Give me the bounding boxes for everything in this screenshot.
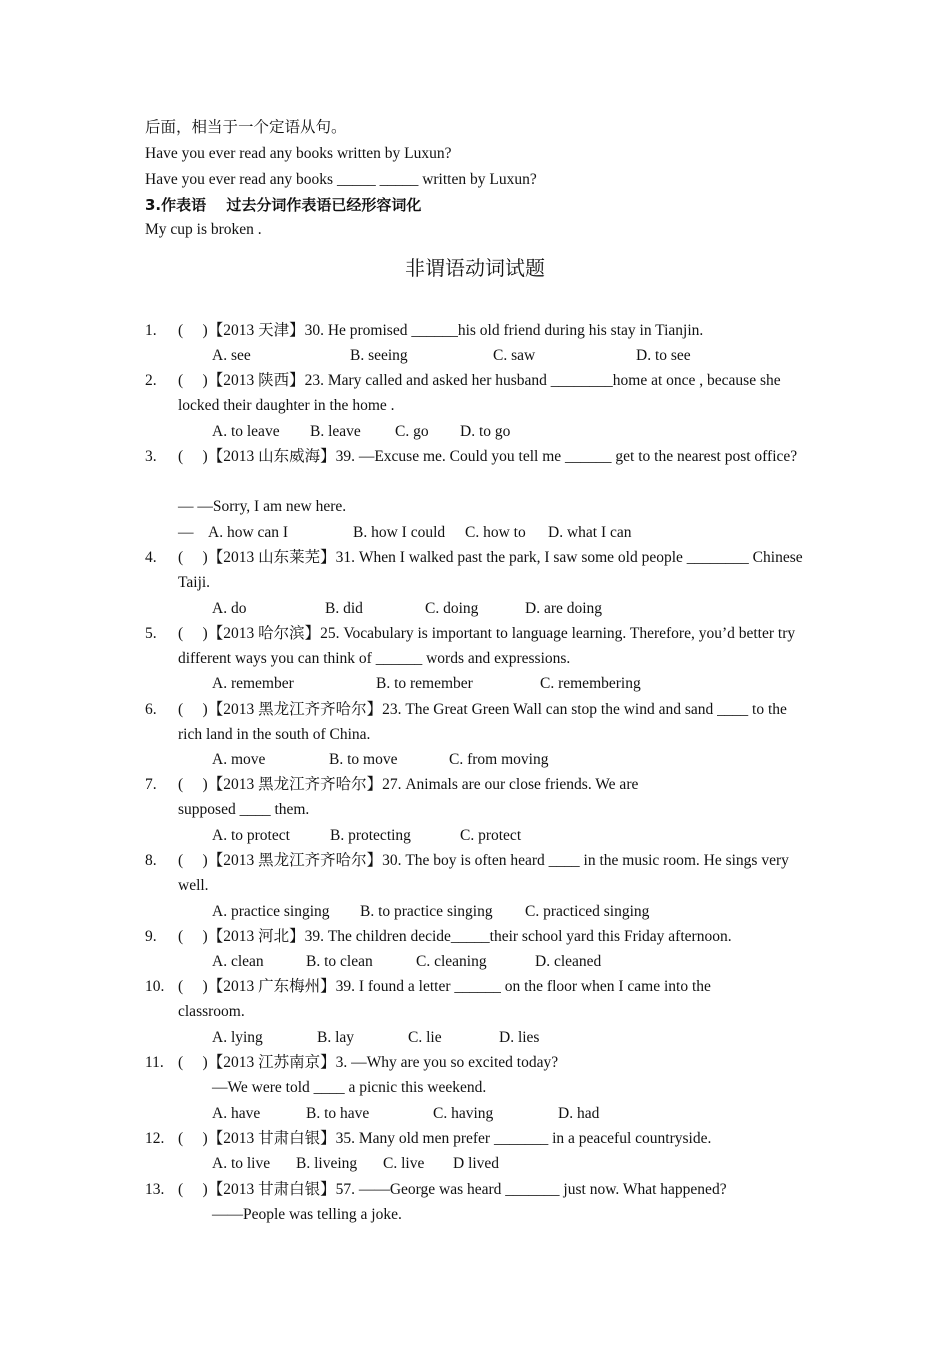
answer-line: — —Sorry, I am new here. (178, 498, 347, 515)
option-a: A. to leave (212, 423, 280, 440)
intro-line-2: Have you ever read any books written by Luxun? (145, 145, 452, 162)
option-c: C. live (383, 1155, 425, 1172)
question-number: 6. (145, 701, 157, 718)
option-a: A. to live (212, 1155, 271, 1172)
option-c: C. remembering (540, 675, 641, 692)
question-text: ( )【2013 江苏南京】3. —Why are you so excited today? (178, 1054, 559, 1071)
question-number: 13. (145, 1181, 165, 1198)
option-c: C. practiced singing (525, 903, 650, 920)
question-text: ( )【2013 广东梅州】39. I found a letter ______ on the floor when I came into the classroom. (178, 978, 711, 1021)
intro-line-4: My cup is broken . (145, 221, 262, 238)
question-number: 12. (145, 1130, 165, 1147)
question-text: ( )【2013 甘肃白银】35. Many old men prefer _______ in a peaceful countryside. (178, 1130, 712, 1147)
question-text: ( )【2013 河北】39. The children decide_____their school yard this Friday afternoon. (178, 928, 732, 945)
option-c: C. doing (425, 600, 479, 617)
option-c: C. having (433, 1105, 494, 1122)
option-b: B. protecting (330, 827, 411, 844)
intro-line-3: Have you ever read any books _____ _____ written by Luxun? (145, 171, 537, 188)
answer-line: —We were told ____ a picnic this weekend. (212, 1079, 487, 1096)
option-d: D. to see (636, 347, 691, 364)
option-b: B. to remember (376, 675, 473, 692)
option-b: B. liveing (296, 1155, 358, 1172)
option-d: D. lies (499, 1029, 540, 1046)
option-a: A. see (212, 347, 251, 364)
question-text: ( )【2013 黑龙江齐齐哈尔】23. The Great Green Wall can stop the wind and sand ____ to the rich land in the south of China. (178, 701, 787, 744)
option-a: A. remember (212, 675, 294, 692)
option-c: C. go (395, 423, 429, 440)
option-a: A. clean (212, 953, 264, 970)
question-number: 8. (145, 852, 157, 869)
option-b: B. how I could (353, 524, 446, 541)
question-text: ( )【2013 黑龙江齐齐哈尔】30. The boy is often heard ____ in the music room. He sings very well. (178, 852, 789, 895)
question-number: 2. (145, 372, 157, 389)
answer-line: ——People was telling a joke. (212, 1206, 402, 1223)
option-d: D. had (558, 1105, 600, 1122)
question-number: 1. (145, 322, 157, 339)
option-c: C. lie (408, 1029, 442, 1046)
question-text: ( )【2013 陕西】23. Mary called and asked her husband ________home at once , because she locked their daughter in the home . (178, 372, 781, 415)
question-text: ( )【2013 天津】30. He promised ______his old friend during his stay in Tianjin. (178, 322, 704, 339)
question-number: 9. (145, 928, 157, 945)
section-heading: 3.作表语 过去分词作表语已经形容词化 (145, 196, 422, 214)
option-b: B. leave (310, 423, 361, 440)
option-a: A. practice singing (212, 903, 330, 920)
question-number: 7. (145, 776, 157, 793)
option-d: D lived (453, 1155, 500, 1172)
question-text: ( )【2013 哈尔滨】25. Vocabulary is important to language learning. Therefore, you’d better try different ways you can think of ______ words and expressions. (178, 625, 796, 668)
option-c: C. protect (460, 827, 522, 844)
option-b: B. seeing (350, 347, 408, 364)
option-a: A. have (212, 1105, 261, 1122)
page-title: 非谓语动词试题 (405, 256, 545, 280)
option-c: C. cleaning (416, 953, 487, 970)
option-a: A. how can I (208, 524, 289, 541)
option-b: B. to move (329, 751, 398, 768)
option-d: D. are doing (525, 600, 603, 617)
question-number: 11. (145, 1054, 164, 1071)
option-b: B. to clean (306, 953, 373, 970)
option-a: A. move (212, 751, 266, 768)
question-number: 3. (145, 448, 157, 465)
question-number: 5. (145, 625, 157, 642)
question-number: 4. (145, 549, 157, 566)
option-c: C. from moving (449, 751, 549, 768)
question-text: ( )【2013 甘肃白银】57. ——George was heard _______ just now. What happened? (178, 1181, 727, 1198)
option-a: A. do (212, 600, 247, 617)
option-c: C. how to (465, 524, 526, 541)
option-b: B. to have (306, 1105, 370, 1122)
option-c: C. saw (493, 347, 536, 364)
question-text: ( )【2013 山东威海】39. —Excuse me. Could you tell me ______ get to the nearest post office? (178, 448, 798, 465)
question-number: 10. (145, 978, 165, 995)
option-d: D. cleaned (535, 953, 602, 970)
option-b: B. did (325, 600, 363, 617)
question-text: ( )【2013 黑龙江齐齐哈尔】27. Animals are our close friends. We are supposed ____ them. (178, 776, 639, 819)
option-a: A. to protect (212, 827, 290, 844)
option-d: D. what I can (548, 524, 632, 541)
option-d: D. to go (460, 423, 511, 440)
option-b: B. to practice singing (360, 903, 493, 920)
intro-line-1: 后面，相当于一个定语从句。 (145, 119, 347, 136)
option-b: B. lay (317, 1029, 355, 1046)
dash-mark: — (178, 524, 194, 541)
option-a: A. lying (212, 1029, 263, 1046)
question-text: ( )【2013 山东莱芜】31. When I walked past the park, I saw some old people ________ Chinese Taiji. (178, 549, 803, 592)
